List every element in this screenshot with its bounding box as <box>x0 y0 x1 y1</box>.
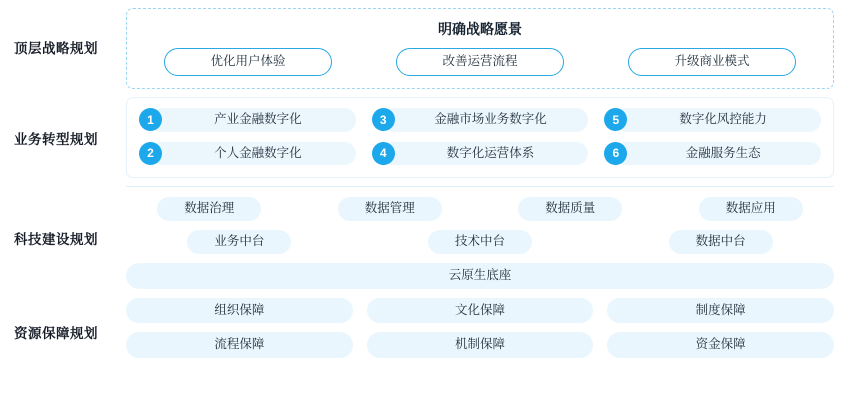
row-label-strategy: 顶层战略规划 <box>14 41 98 57</box>
row-body-business <box>126 97 834 179</box>
business-item-number: 1 <box>139 108 162 131</box>
resources-line-1 <box>126 298 834 324</box>
technology-pill[interactable]: 数据中台 <box>669 230 773 254</box>
row-strategy <box>6 6 834 89</box>
technology-cell <box>126 263 834 289</box>
resources-pill[interactable]: 制度保障 <box>607 298 834 324</box>
row-body-strategy <box>126 6 834 89</box>
resources-cell <box>126 332 353 358</box>
business-item-number: 4 <box>372 142 395 165</box>
resources-pill[interactable]: 资金保障 <box>607 332 834 358</box>
business-item-number: 5 <box>604 108 627 131</box>
technology-cell <box>668 197 835 221</box>
resources-cell <box>607 332 834 358</box>
row-label-resources: 资源保障规划 <box>14 326 98 342</box>
row-label-business: 业务转型规划 <box>14 131 98 147</box>
technology-pill[interactable]: 数据质量 <box>518 197 622 221</box>
business-item[interactable] <box>604 142 821 166</box>
technology-pill[interactable]: 技术中台 <box>428 230 532 254</box>
business-item-label: 金融市场业务数字化 <box>383 108 589 132</box>
row-body-technology <box>126 178 834 297</box>
technology-cell <box>607 230 834 254</box>
business-item-number: 2 <box>139 142 162 165</box>
technology-line-1 <box>126 197 834 221</box>
business-item[interactable] <box>139 108 356 132</box>
resources-cell <box>126 298 353 324</box>
technology-pill[interactable]: 数据治理 <box>157 197 261 221</box>
technology-cell <box>126 197 293 221</box>
resources-box <box>126 298 834 359</box>
resources-pill[interactable]: 组织保障 <box>126 298 353 324</box>
technology-pill[interactable]: 业务中台 <box>187 230 291 254</box>
business-item-label: 金融服务生态 <box>615 142 821 166</box>
business-box <box>126 97 834 179</box>
resources-line-2 <box>126 332 834 358</box>
technology-cell <box>126 230 353 254</box>
strategy-pill[interactable]: 升级商业模式 <box>628 48 796 76</box>
spacer <box>6 89 834 97</box>
strategy-pill-group <box>141 48 819 76</box>
technology-foundation-pill[interactable]: 云原生底座 <box>126 263 834 289</box>
resources-pill[interactable]: 机制保障 <box>367 332 594 358</box>
strategy-title: 明确战略愿景 <box>438 21 522 37</box>
divider <box>126 186 834 187</box>
row-business <box>6 97 834 179</box>
strategy-box <box>126 8 834 89</box>
business-item[interactable] <box>372 108 589 132</box>
row-resources <box>6 298 834 368</box>
technology-box <box>126 178 834 288</box>
business-item[interactable] <box>604 108 821 132</box>
business-item-label: 数字化运营体系 <box>383 142 589 166</box>
resources-pill[interactable]: 流程保障 <box>126 332 353 358</box>
business-item[interactable] <box>139 142 356 166</box>
resources-cell <box>367 298 594 324</box>
business-item-number: 6 <box>604 142 627 165</box>
technology-pill[interactable]: 数据管理 <box>338 197 442 221</box>
business-item-label: 个人金融数字化 <box>150 142 356 166</box>
technology-cell <box>367 230 594 254</box>
technology-cell <box>307 197 474 221</box>
row-label-technology: 科技建设规划 <box>14 231 98 247</box>
business-item-number: 3 <box>372 108 395 131</box>
resources-pill[interactable]: 文化保障 <box>367 298 594 324</box>
business-item-label: 数字化风控能力 <box>615 108 821 132</box>
business-item-label: 产业金融数字化 <box>150 108 356 132</box>
business-grid <box>139 108 821 166</box>
strategy-pill[interactable]: 改善运营流程 <box>396 48 564 76</box>
business-item[interactable] <box>372 142 589 166</box>
technology-foundation-line <box>126 263 834 289</box>
technology-line-2 <box>126 230 834 254</box>
technology-cell <box>487 197 654 221</box>
row-technology <box>6 178 834 297</box>
resources-cell <box>607 298 834 324</box>
technology-pill[interactable]: 数据应用 <box>699 197 803 221</box>
row-body-resources <box>126 298 834 368</box>
strategy-pill[interactable]: 优化用户体验 <box>164 48 332 76</box>
resources-cell <box>367 332 594 358</box>
